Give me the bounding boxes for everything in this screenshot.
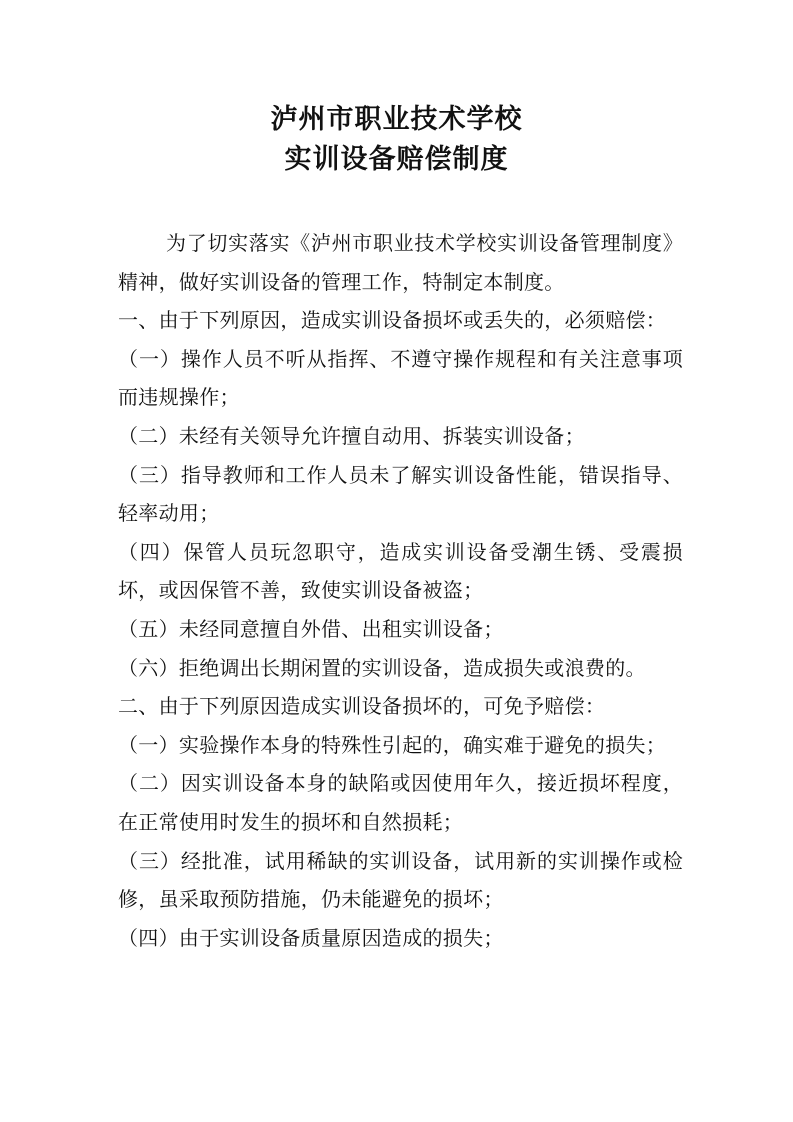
section-two-item-1: （一）实验操作本身的特殊性引起的，确实难于避免的损失； <box>118 732 667 757</box>
intro-paragraph: 为了切实落实《泸州市职业技术学校实训设备管理制度》精神，做好实训设备的管理工作，特制定本制度。 <box>118 231 683 294</box>
document-body <box>118 224 683 957</box>
title-regulation-name: 实训设备赔偿制度 <box>284 144 509 175</box>
section-two-item-2: （二）因实训设备本身的缺陷或因使用年久，接近损坏程度，在正常使用时发生的损坏和自然损耗； <box>118 771 683 834</box>
section-one-item-4: （四）保管人员玩忽职守，造成实训设备受潮生锈、受震损坏，或因保管不善，致使实训设备被盗； <box>118 539 683 603</box>
section-two-item-3: （三）经批准，试用稀缺的实训设备，试用新的实训操作或检修，虽采取预防措施，仍未能避免的损坏； <box>118 848 683 912</box>
section-two-heading: 二、由于下列原因造成实训设备损坏的，可免予赔偿： <box>118 694 606 719</box>
section-one-item-6: （六）拒绝调出长期闲置的实训设备，造成损失或浪费的。 <box>118 655 646 680</box>
section-one-item-3: （三）指导教师和工作人员未了解实训设备性能，错误指导、轻率动用； <box>118 462 683 526</box>
section-one-item-5: （五）未经同意擅自外借、出租实训设备； <box>118 616 504 641</box>
document-title <box>0 100 793 180</box>
section-two-item-4: （四）由于实训设备质量原因造成的损失； <box>118 925 504 950</box>
section-one-item-1: （一）操作人员不听从指挥、不遵守操作规程和有关注意事项而违规操作； <box>118 346 683 410</box>
section-one-heading: 一、由于下列原因，造成实训设备损坏或丢失的，必须赔偿： <box>118 308 667 333</box>
section-one-item-2: （二）未经有关领导允许擅自动用、拆装实训设备； <box>118 423 585 448</box>
title-school-name: 泸州市职业技术学校 <box>270 104 523 135</box>
